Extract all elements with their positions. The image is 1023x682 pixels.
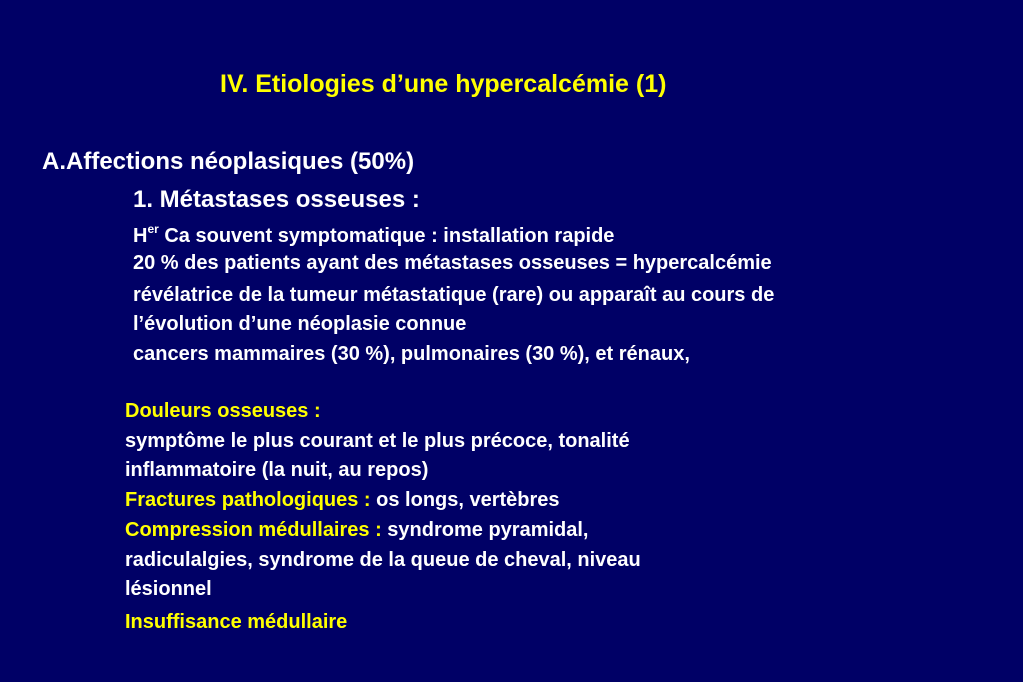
fractures-label: Fractures pathologiques : (125, 489, 371, 511)
douleurs-text-2: inflammatoire (la nuit, au repos) (125, 459, 429, 481)
insuffisance-label: Insuffisance médullaire (125, 611, 348, 633)
body-line-3: révélatrice de la tumeur métastatique (rare) ou apparaît au cours de (133, 284, 775, 306)
fractures-line (125, 489, 560, 512)
body-line-1 (133, 222, 614, 248)
section-heading-a: A.Affections néoplasiques (50%) (42, 148, 415, 175)
hypercalcemia-abbrev: H (133, 225, 148, 247)
compression-line (125, 519, 589, 542)
douleurs-label: Douleurs osseuses : (125, 400, 321, 422)
body-line-5: cancers mammaires (30 %), pulmonaires (30 %), et rénaux, (133, 343, 690, 365)
subsection-heading-1: 1. Métastases osseuses : (133, 186, 420, 213)
body-line-2: 20 % des patients ayant des métastases osseuses = hypercalcémie (133, 252, 772, 274)
superscript-er: er (147, 222, 159, 236)
compression-text: syndrome pyramidal, (381, 519, 589, 541)
slide-title: IV. Etiologies d’une hypercalcémie (1) (220, 70, 667, 98)
compression-label: Compression médullaires : (125, 519, 382, 541)
body-line-1-text: Ca souvent symptomatique : installation rapide (158, 225, 615, 247)
douleurs-text-1: symptôme le plus courant et le plus précoce, tonalité (125, 430, 630, 452)
body-line-4: l’évolution d’une néoplasie connue (133, 313, 467, 335)
fractures-text: os longs, vertèbres (370, 489, 560, 511)
compression-text-3: lésionnel (125, 578, 212, 600)
compression-text-2: radiculalgies, syndrome de la queue de cheval, niveau (125, 549, 641, 571)
